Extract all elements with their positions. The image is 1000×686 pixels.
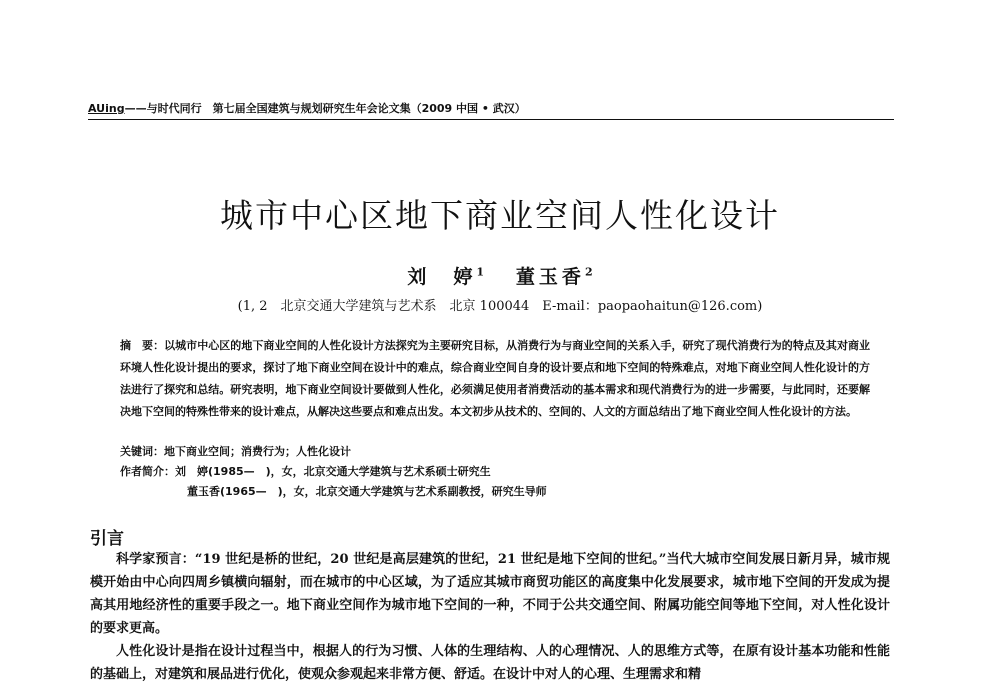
paper-title: 城市中心区地下商业空间人性化设计 <box>220 196 780 235</box>
author-bio-line2: 董玉香(1965— )，女，北京交通大学建筑与艺术系副教授，研究生导师 <box>187 485 547 498</box>
author-bio-label: 作者简介： <box>120 465 175 478</box>
section-body <box>90 548 890 686</box>
author-1-sup: 1 <box>476 265 485 279</box>
abstract-text: 以城市中心区的地下商业空间的人性化设计方法探究为主要研究目标，从消费行为与商业空间的关系入手，研究了现代消费行为的特点及其对商业环境人性化设计提出的要求，探讨了地下商业空间在设计中的难点，综合商业空间自身的设计要点和地下空间的特殊难点，对地下商业空间人性化设计的方法进行了探究和总结。研究表明，地下商业空间设计要做到人性化，必须满足使用者消费活动的基本需求和现代消费行为的进一步需要，与此同时，还要解决地下空间的特殊性带来的设计难点，从解决这些要点和难点出发。本文初步从技术的、空间的、人文的方面总结出了地下商业空间人性化设计的方法。 <box>120 339 871 418</box>
abstract-label: 摘 要： <box>120 339 165 352</box>
author-bio-line1: 刘 婷(1985— )，女，北京交通大学建筑与艺术系硕士研究生 <box>175 465 491 478</box>
affiliation: (1, 2 北京交通大学建筑与艺术系 北京 100044 E-mail：paopaohaitun@126.com) <box>237 299 763 314</box>
running-header <box>88 100 894 120</box>
author-2-sup: 2 <box>584 265 593 279</box>
author-1-name: 刘 婷 <box>407 266 477 288</box>
keywords <box>120 443 351 459</box>
author-list <box>0 262 1000 289</box>
keywords-text: 地下商业空间；消费行为；人性化设计 <box>164 445 351 458</box>
section-heading: 引言 <box>90 529 124 549</box>
header-brand: AUing <box>88 102 125 115</box>
abstract <box>120 335 870 423</box>
body-paragraph-2: 人性化设计是指在设计过程当中，根据人的行为习惯、人体的生理结构、人的心理情况、人的思维方式等，在原有设计基本功能和性能的基础上，对建筑和展品进行优化，使观众参观起来非常方便、舒适。在设计中对人的心理、生理需求和精 <box>90 644 890 682</box>
author-bio-1 <box>120 463 491 479</box>
body-paragraph-1: 科学家预言：“19 世纪是桥的世纪，20 世纪是高层建筑的世纪，21 世纪是地下空间的世纪。”当代大城市空间发展日新月异，城市规模开始由中心向四周乡镇横向辐射，而在城市的中心区域，为了适应其城市商贸功能区的高度集中化发展要求，城市地下空间的开发成为提高其用地经济性的重要手段之一。地下商业空间作为城市地下空间的一种，不同于公共交通空间、附属功能空间等地下空间，对人性化设计的要求更高。 <box>90 552 890 636</box>
keywords-label: 关键词： <box>120 445 164 458</box>
author-2-name: 董玉香 <box>515 266 585 288</box>
author-bio-2 <box>187 483 547 499</box>
header-text: ——与时代同行 第七届全国建筑与规划研究生年会论文集（2009 中国 • 武汉） <box>124 102 526 115</box>
